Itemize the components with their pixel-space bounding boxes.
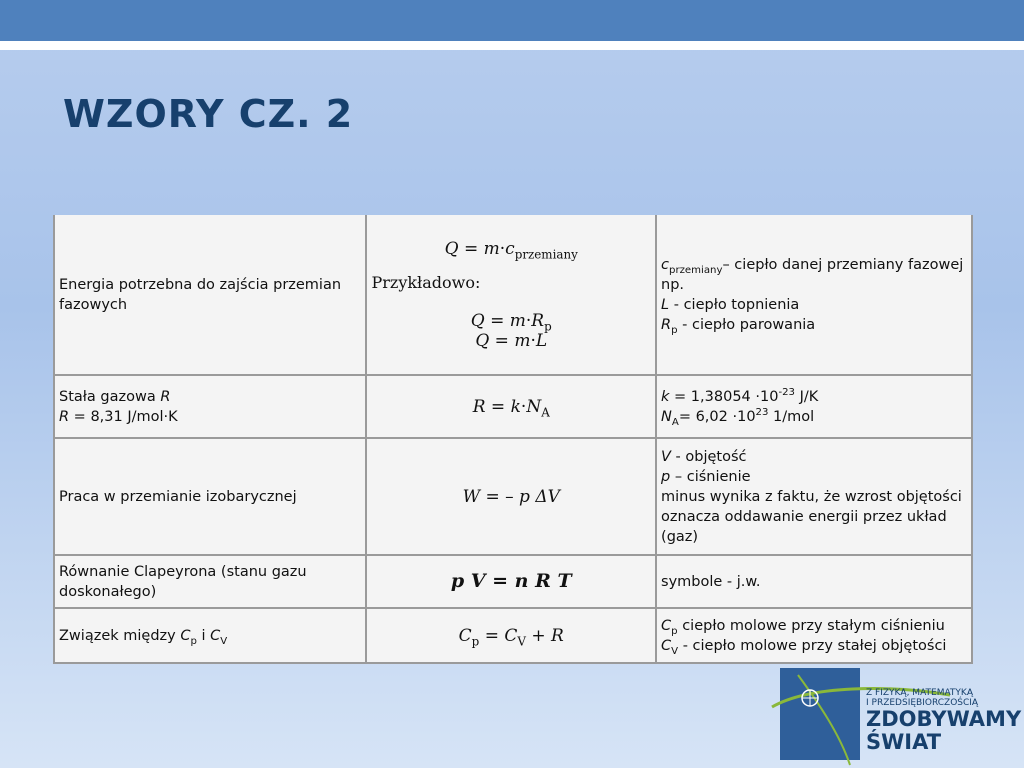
note-text: = 6,02 ·10 xyxy=(678,408,756,425)
formula-operator: = – xyxy=(480,486,520,507)
note-line xyxy=(661,467,967,487)
description-text: Związek między xyxy=(59,627,181,644)
note-line xyxy=(661,447,967,467)
note-text: 1/mol xyxy=(768,408,815,425)
note-text: - objętość xyxy=(670,448,747,465)
row-description xyxy=(54,608,366,663)
formula-operator: · xyxy=(520,396,527,417)
example-label: Przykładowo: xyxy=(371,272,481,292)
formula-operator: = xyxy=(485,396,511,417)
table-row xyxy=(54,438,972,555)
note-symbol: k xyxy=(661,388,670,405)
description-symbol: R xyxy=(59,408,70,425)
formula-subscript: p xyxy=(471,633,480,648)
row-notes xyxy=(656,608,972,663)
note-subscript: A xyxy=(671,416,679,428)
formula-symbol: + R xyxy=(525,625,564,646)
formula-subscript: A xyxy=(541,404,550,419)
row-description xyxy=(54,555,366,608)
description-text: Stała gazowa xyxy=(59,388,161,405)
note-symbol: c xyxy=(661,256,670,273)
row-formula xyxy=(366,555,656,608)
note-text: - ciepło parowania xyxy=(677,316,816,333)
formula-operator: · xyxy=(499,238,506,259)
logo-square xyxy=(780,668,860,760)
note-exponent: -23 xyxy=(778,386,795,398)
table-row xyxy=(54,375,972,438)
formula-symbol: R xyxy=(472,396,486,417)
logo-tagline: I PRZEDSIĘBIORCZOŚCIĄ xyxy=(866,698,979,708)
note-exponent: 23 xyxy=(755,406,769,418)
note-text: minus wynika z faktu, że wzrost objętości oznacza oddawanie energii przez układ (gaz) xyxy=(661,488,962,545)
description-line xyxy=(59,387,361,407)
formula-subscript: V xyxy=(517,633,526,648)
formula-subscript: p xyxy=(544,318,552,333)
note-symbol: C xyxy=(661,617,672,634)
note-line xyxy=(661,636,967,656)
note-symbol: L xyxy=(661,296,670,313)
description-subscript: V xyxy=(220,635,228,647)
formula-main xyxy=(371,239,651,259)
table-row xyxy=(54,608,972,663)
description-text: Praca w przemianie izobarycznej xyxy=(59,488,297,505)
description-text: = 8,31 J/mol·K xyxy=(69,408,178,425)
row-notes xyxy=(656,438,972,555)
note-line xyxy=(661,387,967,407)
table-row xyxy=(54,555,972,608)
note-text: – ciśnienie xyxy=(670,468,751,485)
description-text: Równanie Clapeyrona (stanu gazu doskonałego) xyxy=(59,563,307,600)
note-line xyxy=(661,255,967,295)
note-subscript: V xyxy=(671,645,679,657)
description-symbol: C xyxy=(180,627,191,644)
note-line xyxy=(661,487,967,547)
note-subscript: przemiany xyxy=(669,264,723,276)
formula-symbol: m xyxy=(509,310,526,331)
formula-operator: · xyxy=(525,310,532,331)
top-banner-bar xyxy=(0,0,1024,41)
note-symbol: p xyxy=(661,468,671,485)
formula-symbol: L xyxy=(535,330,548,351)
formula-symbol: W xyxy=(462,486,481,507)
row-formula xyxy=(366,438,656,555)
note-line xyxy=(661,407,967,427)
description-line xyxy=(59,407,361,427)
note-text: - ciepło molowe przy stałej objętości xyxy=(678,637,947,654)
note-symbol: R xyxy=(661,316,672,333)
row-description xyxy=(54,375,366,438)
formula-symbol: C xyxy=(504,625,518,646)
formula-operator: = xyxy=(458,238,484,259)
logo-headline: ŚWIAT xyxy=(866,730,942,754)
row-notes xyxy=(656,555,972,608)
note-line xyxy=(661,315,967,335)
note-text: symbole - j.w. xyxy=(661,573,761,590)
note-text: J/K xyxy=(794,388,819,405)
note-text: = 1,38054 ·10 xyxy=(669,388,779,405)
top-banner-stripe xyxy=(0,41,1024,50)
description-subscript: p xyxy=(190,635,197,647)
formula-example xyxy=(371,331,651,351)
note-text: – ciepło danej przemiany fazowej np. xyxy=(661,256,964,293)
note-symbol: V xyxy=(661,448,671,465)
note-symbol: N xyxy=(661,408,672,425)
row-notes xyxy=(656,375,972,438)
note-symbol: C xyxy=(661,637,672,654)
description-symbol: C xyxy=(210,627,221,644)
logo-tagline: Z FIZYKĄ, MATEMATYKĄ xyxy=(866,688,973,698)
description-text: i xyxy=(196,627,211,644)
note-text: - ciepło topnienia xyxy=(669,296,800,313)
formula-example xyxy=(371,311,651,331)
formula-symbol: N xyxy=(526,396,542,417)
row-description xyxy=(54,215,366,375)
note-subscript: p xyxy=(671,625,678,637)
note-line xyxy=(661,295,967,315)
logo-text xyxy=(866,688,1021,754)
description-text: Energia potrzebna do zajścia przemian fazowych xyxy=(59,276,342,313)
formula-symbol: m xyxy=(514,330,531,351)
row-notes xyxy=(656,215,972,375)
slide-title: WZORY CZ. 2 xyxy=(63,92,354,136)
formulas-table xyxy=(53,215,973,664)
formula-symbol: p xyxy=(519,486,530,507)
formula-operator: = xyxy=(489,330,515,351)
formula-symbol: k xyxy=(510,396,521,417)
formula-symbol: C xyxy=(458,625,472,646)
formula-symbol: Q xyxy=(470,310,485,331)
formula-symbol: Q xyxy=(475,330,490,351)
formula-symbol: ΔV xyxy=(529,486,560,507)
formula-operator: = xyxy=(479,625,505,646)
description-symbol: R xyxy=(160,388,171,405)
formula-subscript: przemiany xyxy=(514,246,578,261)
note-line xyxy=(661,616,967,636)
formula-operator: · xyxy=(530,330,536,351)
formula-symbol: Q xyxy=(444,238,459,259)
formula-operator: = xyxy=(484,310,510,331)
formula-text: p V = n R T xyxy=(450,570,572,592)
row-formula xyxy=(366,608,656,663)
table-row xyxy=(54,215,972,375)
row-formula xyxy=(366,375,656,438)
logo-headline: ZDOBYWAMY xyxy=(866,707,1022,731)
row-formula xyxy=(366,215,656,375)
note-text: ciepło molowe przy stałym ciśnieniu xyxy=(677,617,945,634)
row-description xyxy=(54,438,366,555)
formula-symbol: R xyxy=(531,310,545,331)
formula-symbol: m xyxy=(483,238,500,259)
note-subscript: p xyxy=(671,324,678,336)
formula-symbol: c xyxy=(505,238,515,259)
